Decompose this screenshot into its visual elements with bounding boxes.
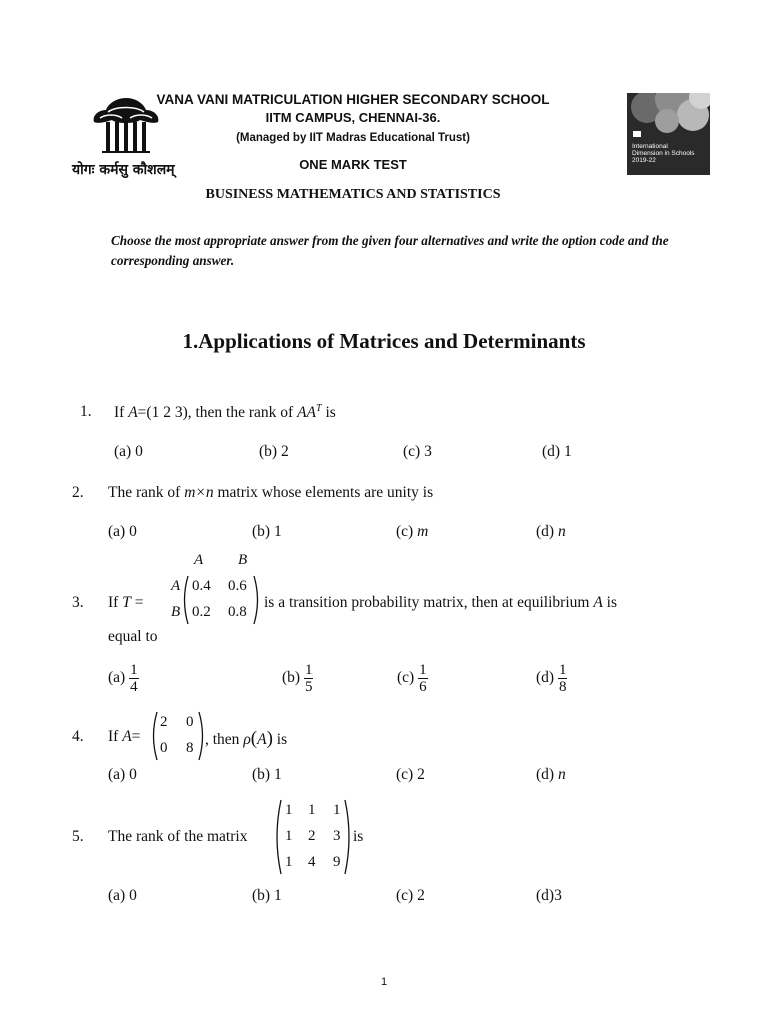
matrix-cell: 0.2: [192, 604, 211, 620]
british-council-mark-icon: [633, 131, 641, 137]
matrix-cell: 0.4: [192, 578, 211, 594]
option-d[interactable]: (d) 1: [542, 443, 572, 460]
matrix-cell: 1: [333, 802, 341, 818]
question-1-text: If A=(1 2 3), then the rank of $AA^T$ is: [114, 403, 336, 422]
page-number: 1: [380, 976, 388, 988]
column-label-a: A: [194, 552, 204, 568]
option-c[interactable]: (c) 3: [403, 443, 432, 460]
badge-line-1: International: [632, 143, 668, 150]
matrix-cell: 9: [333, 854, 341, 870]
matrix-cell: 0.8: [228, 604, 247, 620]
test-title: ONE MARK TEST: [299, 157, 407, 172]
matrix-cell: 1: [285, 854, 293, 870]
option-c[interactable]: (c) m: [396, 523, 429, 540]
transition-matrix: [180, 574, 262, 626]
option-d[interactable]: (d) $\frac{1}{8}$: [536, 662, 567, 695]
option-c[interactable]: (c) $\frac{1}{6}$: [397, 662, 427, 695]
school-motto: योगः कर्मसु कौशलम्: [72, 162, 175, 178]
question-4-if: If A=: [108, 728, 141, 745]
option-a[interactable]: (a) $\frac{1}{4}$: [108, 662, 138, 695]
chapter-title: 1.Applications of Matrices and Determinants: [182, 329, 586, 353]
school-name: VANA VANI MATRICULATION HIGHER SECONDARY SCHOOL: [156, 92, 550, 107]
matrix-cell: 3: [333, 828, 341, 844]
question-3-text-line2: equal to: [108, 628, 158, 645]
option-b[interactable]: (b) 2: [259, 443, 289, 460]
matrix-cell: 2: [160, 714, 168, 730]
question-2-text: The rank of m×n matrix whose elements are unity is: [108, 484, 434, 501]
matrix-brackets-icon: [150, 710, 206, 762]
option-a[interactable]: (a) 0: [108, 887, 137, 904]
question-number: 5.: [72, 828, 84, 845]
option-b[interactable]: (b) 1: [252, 766, 282, 783]
international-dimension-badge: [627, 93, 710, 175]
question-number: 1.: [80, 403, 92, 420]
option-c[interactable]: (c) 2: [396, 766, 425, 783]
option-b[interactable]: (b) 1: [252, 523, 282, 540]
question-3-text: is a transition probability matrix, then at equilibrium A is: [264, 594, 618, 611]
question-number: 4.: [72, 728, 84, 745]
matrix-cell: 1: [308, 802, 316, 818]
option-d[interactable]: (d)3: [536, 887, 562, 904]
matrix-cell: 4: [308, 854, 316, 870]
question-3-if: If T =: [108, 594, 144, 611]
badge-line-3: 2019-22: [632, 157, 656, 164]
option-d[interactable]: (d) n: [536, 766, 566, 783]
option-d[interactable]: (d) n: [536, 523, 566, 540]
matrix-cell: 0: [186, 714, 194, 730]
question-5-text: The rank of the matrix: [108, 828, 248, 845]
question-number: 3.: [72, 594, 84, 611]
row-label-a: A: [171, 578, 181, 594]
option-b[interactable]: (b) 1: [252, 887, 282, 904]
option-b[interactable]: (b) $\frac{1}{5}$: [282, 662, 313, 695]
badge-line-2: Dimension in Schools: [632, 150, 695, 157]
campus-name: IITM CAMPUS, CHENNAI-36.: [265, 110, 441, 125]
matrix-a: [150, 710, 206, 762]
matrix-cell: 1: [285, 828, 293, 844]
matrix-cell: 8: [186, 740, 194, 756]
column-label-b: B: [238, 552, 248, 568]
matrix-cell: 2: [308, 828, 316, 844]
subject-title: BUSINESS MATHEMATICS AND STATISTICS: [205, 187, 501, 202]
question-number: 2.: [72, 484, 84, 501]
question-5-text-end: is: [353, 828, 364, 845]
matrix-cell: 1: [285, 802, 293, 818]
matrix-cell: 0: [160, 740, 168, 756]
managed-by: (Managed by IIT Madras Educational Trust): [236, 132, 470, 144]
row-label-b: B: [171, 604, 181, 620]
instructions: Choose the most appropriate answer from the given four alternatives and write the option code and the corresponding answer.: [111, 233, 669, 268]
option-c[interactable]: (c) 2: [396, 887, 425, 904]
question-4-text: , then ρ(A) is: [205, 728, 288, 749]
option-a[interactable]: (a) 0: [114, 443, 143, 460]
matrix-cell: 0.6: [228, 578, 247, 594]
option-a[interactable]: (a) 0: [108, 523, 137, 540]
option-a[interactable]: (a) 0: [108, 766, 137, 783]
matrix-3x3: [273, 798, 353, 876]
